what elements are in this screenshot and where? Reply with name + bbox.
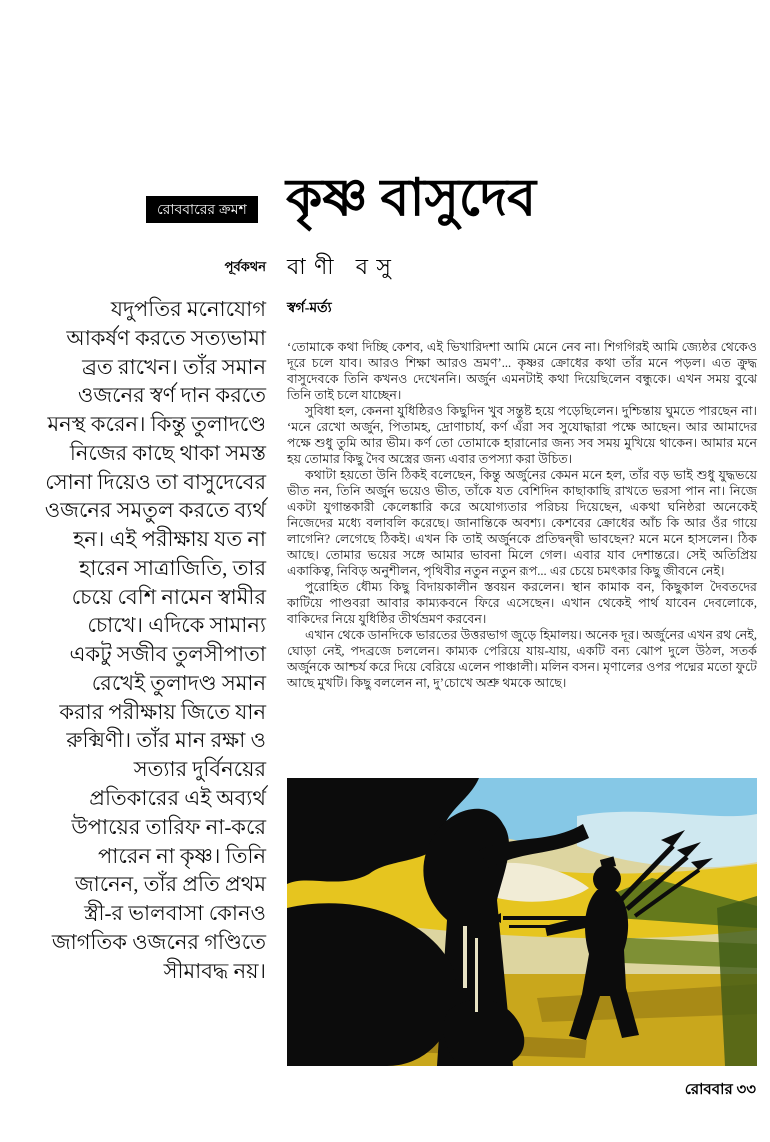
page-title: কৃষ্ণ বাসুদেব [286, 170, 537, 227]
paragraph: কথাটা হয়তো উনি ঠিকই বলেছেন, কিন্তু অর্জুনের কেমন মনে হল, তাঁর বড় ভাই শুধু যুদ্ধভয়ে ভীত নন, তিনি অর্জুন ভয়েও ভীত, তাঁকে যত বেশিদিন কাছাকাছি রাখতে ভরসা পান না। নিজে একটা যুগান্তকারী কেলেঙ্কারি করে অযোগ্যতার পরিচয় দিয়েছেন, একথা ঘনিষ্ঠরা অনেকেই নিজেদের মধ্যে বলাবলি করেছে। জানান্তিকে অবশ্য। কেশবের ক্রোধের আঁচ কি আর ওঁর গায়ে লাগেনি? লেগেছে ঠিকই। এখন কি তাই অর্জুনকে প্রতিদ্বন্দ্বী ভাবছেন? মনে মনে হাসলেন। ঠিক আছে। তোমার ভয়ের সঙ্গে আমার ভাবনা মিলে গেল। এবার যাব দেশান্তরে। সেই অতিপ্রিয় একাকিত্ব, নিবিড় অনুশীলন, পৃথিবীর নতুন নতুন রূপ... এর চেয়ে চমৎকার কিছু জীবনে নেই। [287, 467, 757, 578]
author-name: বাণী বসু [287, 254, 400, 279]
recap-column [44, 258, 266, 985]
recap-label: পূর্বকথন [224, 259, 266, 274]
page-footer: রোববার ৩৩ [684, 1082, 756, 1098]
kicker-label: রোববারের ক্রমশ [157, 201, 247, 217]
paragraph: ‘তোমাকে কথা দিচ্ছি কেশব, এই ভিখারিদশা আমি মেনে নেব না। শিগগিরই আমি জ্যেষ্ঠর থেকেও দূরে চলে যাব। আরও শিক্ষা আরও ভ্রমণ’... কৃষ্ণর ক্রোধের কথা তাঁর মনে পড়ল। এত ক্রুদ্ধ বাসুদেবকে তিনি কখনও দেখেননি। অর্জুন এমনটাই কথা দিয়েছিলেন বন্ধুকে। এখন সময় বুঝে তিনি তাই চলে যাচ্ছেন। [287, 340, 757, 402]
papercut-illustration [287, 778, 757, 1066]
paragraph: এখান থেকে ডানদিকে ভারতের উত্তরভাগ জুড়ে হিমালয়। অনেক দূর। অর্জুনের এখন রথ নেই, ঘোড়া নেই, পদব্রজে চললেন। কাম্যক পেরিয়ে যায়-যায়, একটি বন্য ঝোপ দুলে উঠল, সতর্ক অর্জুনকে আশ্চর্য করে দিয়ে বেরিয়ে এলেন পাঞ্চালী। মলিন বসন। মৃণালের ওপর পদ্মের মতো ফুটে আছে মুখটি। কিছু বললেন না, দু’চোখে অশ্রু থমকে আছে। [287, 627, 757, 690]
article-body [287, 340, 757, 692]
paragraph: পুরোহিত ধৌম্য কিছু বিদায়কালীন স্তবয়ন করলেন। স্থান কামাক বন, কিছুকাল দৈবতদের কাটিয়ে পাণ্ডবরা আবার কাম্যকবনে ফিরে এসেছেন। এখান থেকেই পার্থ যাবেন দেবলোকে, বাকিদের নিয়ে যুধিষ্ঠির তীর্থভ্রমণ করবেন। [287, 579, 757, 626]
paragraph: সুবিধা হল, কেননা যুধিষ্ঠিরও কিছুদিন খুব সন্তুষ্ট হয়ে পড়েছিলেন। দুশ্চিন্তায় ঘুমতে পারছেন না। ‘মনে রেখো অর্জুন, পিতামহ, দ্রোণাচার্য, কর্ণ এঁরা সব সুযোদ্ধারা পক্ষে আছেন। আর আমাদের পক্ষে শুধু তুমি আর ভীম। কর্ণ তো তোমাকে হারানোর জন্য সব সময় মুখিয়ে থাকেন। আমার মনে হয় তোমার কিছু দৈব অস্ত্রের জন্য এবার তপস্যা করা উচিত। [287, 403, 757, 466]
illustration-canvas [287, 778, 757, 1066]
recap-text: যদুপতির মনোযোগ আকর্ষণ করতে সত্যভামা ব্রত রাখেন। তাঁর সমান ওজনের স্বর্ণ দান করতে মনস্থ করেন। কিন্তু তুলাদণ্ডে নিজের কাছে থাকা সমস্ত সোনা দিয়েও তা বাসুদেবের ওজনের সমতুল করতে ব্যর্থ হন। এই পরীক্ষায় যত না হারেন সাত্রাজিতি, তার চেয়ে বেশি নামেন স্বামীর চোখে। এদিকে সামান্য একটু সজীব তুলসীপাতা রেখেই তুলাদণ্ড সমান করার পরীক্ষায় জিতে যান রুক্মিণী। তাঁর মান রক্ষা ও সত্যার দুর্বিনয়ের প্রতিকারের এই অব্যর্থ উপায়ের তারিফ না-করে পারেন না কৃষ্ণ। তিনি জানেন, তাঁর প্রতি প্রথম স্ত্রী-র ভালবাসা কোনও জাগতিক ওজনের গণ্ডিতে সীমাবদ্ধ নয়। [44, 297, 266, 983]
kicker-box [146, 196, 258, 223]
article-subtitle: স্বর্গ-মর্ত্য [287, 301, 332, 316]
